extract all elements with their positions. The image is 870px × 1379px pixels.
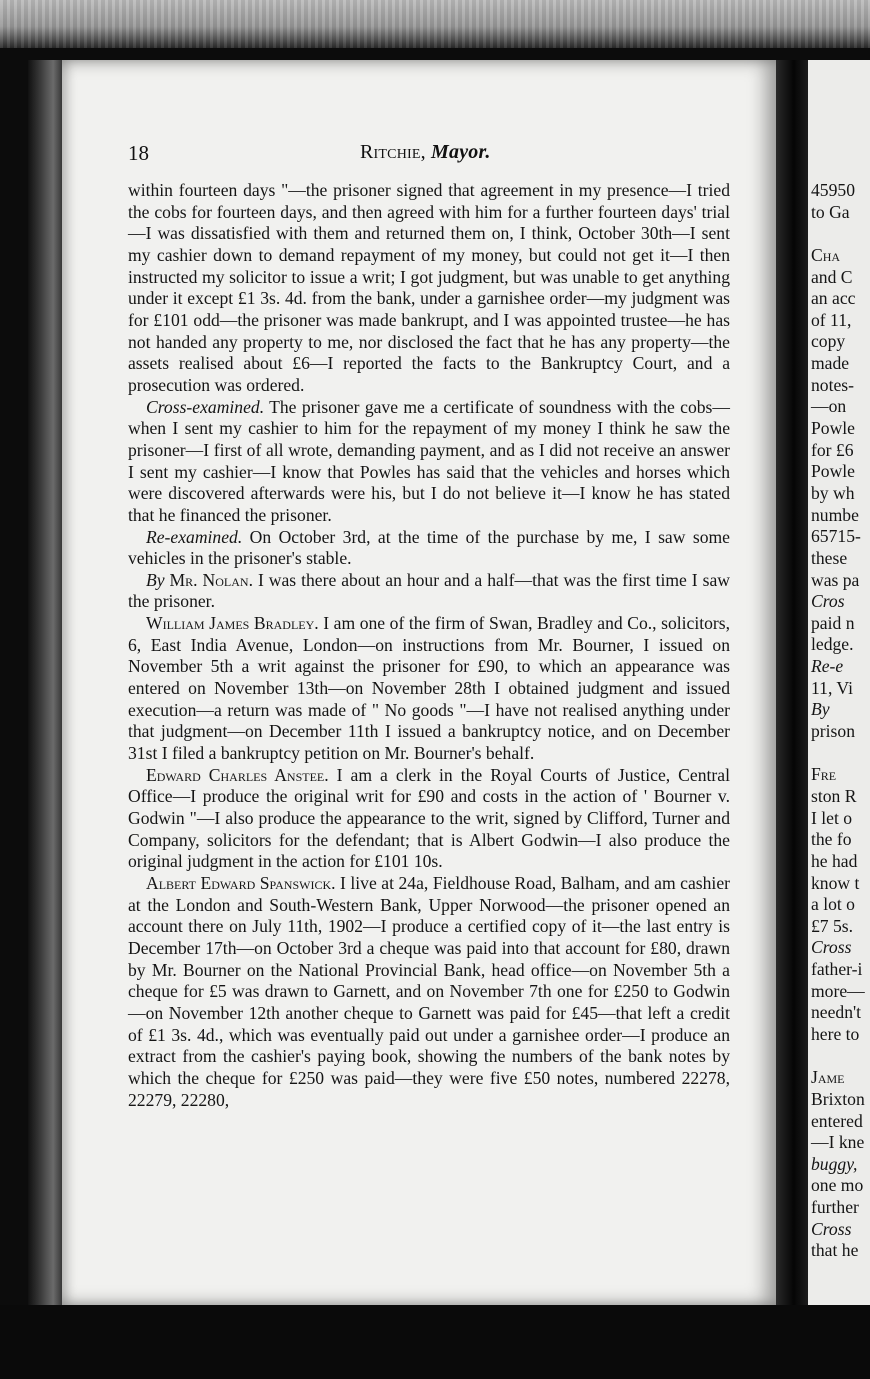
fragment-line: Jame: [811, 1067, 845, 1088]
fragment-line: to Ga: [811, 201, 850, 222]
fragment-line: here to: [811, 1023, 860, 1044]
fragment-line: needn't: [811, 1002, 862, 1023]
paragraph-speaker: Edward Charles Anstee.: [146, 764, 329, 785]
paragraph-continuation: [128, 180, 730, 397]
paragraph-speaker: Albert Edward Spanswick.: [146, 873, 336, 893]
fragment-line: he had: [811, 850, 858, 871]
paragraph-text: On October 3rd, at the time of the purchase by me, I saw some vehicles in the prisoner's stable.: [128, 526, 730, 569]
body-text: [128, 180, 730, 1111]
fragment-line: these: [811, 547, 848, 568]
book-binding-edge: [28, 60, 64, 1310]
paragraph-lead: By: [146, 569, 165, 590]
fragment-line: buggy,: [811, 1153, 858, 1174]
fragment-line: Re-e: [811, 656, 844, 677]
paragraph-witness-bradley: [128, 613, 730, 765]
scan-background-bottom: [0, 1305, 870, 1379]
fragment-line: further: [811, 1197, 859, 1218]
fragment-line: Brixton: [811, 1088, 865, 1109]
fragment-line: entered: [811, 1110, 863, 1131]
running-head: [360, 141, 491, 164]
book-gutter: [776, 60, 808, 1315]
fragment-line: [811, 1046, 870, 1068]
fragment-line: Cros: [811, 591, 845, 612]
fragment-line: an acc: [811, 288, 856, 309]
fragment-line: prison: [811, 721, 855, 742]
fragment-line: —I kne: [811, 1132, 865, 1153]
fragment-line: notes-: [811, 374, 854, 395]
fragment-line: 11, Vi: [811, 677, 853, 698]
fragment-line: made: [811, 353, 850, 374]
fragment-line: for £6: [811, 439, 854, 460]
fragment-line: Cross: [811, 1218, 852, 1239]
fragment-line: 45950: [811, 180, 855, 200]
paragraph-speaker: William James Bradley.: [146, 613, 319, 634]
fragment-line: one mo: [811, 1175, 864, 1196]
paragraph-witness-spanswick: [128, 873, 730, 1111]
paragraph-text: I was there about an hour and a half—that was the first time I saw the prisoner.: [128, 569, 730, 612]
fragment-line: [811, 223, 870, 245]
fragment-line: Cha: [811, 244, 841, 265]
fragment-line: by wh: [811, 482, 855, 503]
fragment-line: ledge.: [811, 634, 854, 655]
paragraph-re-examined: [128, 527, 730, 570]
paragraph-text: The prisoner gave me a certificate of soundness with the cobs—when I sent my cashier to him for the repayment of my money I think he saw the prisoner—I first of all wrote, demanding payment, and as I did not receive an answer I sent my cashier—I know that Powles has said that the vehicles and horses which were discovered afterwards were his, but I do not believe it—I know he has stated that he financed the prisoner.: [128, 396, 730, 525]
paragraph-by-mr-nolan: [128, 570, 730, 613]
fragment-line: Fre: [811, 764, 837, 785]
paragraph-lead: Cross-examined.: [146, 396, 265, 417]
running-head-name: Ritchie,: [360, 141, 426, 163]
paragraph-lead: Re-examined.: [146, 526, 243, 547]
paragraph-text: I am one of the firm of Swan, Bradley and Co., solicitors, 6, East India Avenue, London—on instructions from Mr. Bourner, I issued on November 5th a writ against the prisoner for £90, to which an appearance was entered on November 13th—on November 28th I obtained judgment and issued execution—a return was made of " No goods "—I have not realised anything under that judgment—on December 11th I issued a bankruptcy notice, and on December 31st I filed a bankruptcy petition on Mr. Bourner's behalf.: [128, 613, 731, 764]
fragment-line: of 11,: [811, 309, 852, 330]
fragment-line: more—: [811, 980, 865, 1001]
fragment-line: copy: [811, 331, 846, 352]
fragment-line: 65715-: [811, 526, 861, 547]
page-number: 18: [128, 141, 149, 165]
fragment-line: a lot o: [811, 894, 855, 915]
fragment-line: know t: [811, 872, 860, 893]
fragment-line: Powle: [811, 418, 855, 439]
fragment-line: £7 5s.: [811, 915, 854, 936]
fragment-line: By: [811, 699, 830, 720]
fragment-line: numbe: [811, 504, 859, 525]
fragment-line: the fo: [811, 829, 852, 850]
fragment-line: and C: [811, 266, 853, 287]
fragment-line: —on: [811, 396, 847, 417]
fragment-line: [811, 743, 870, 765]
right-page-text-fragments: [811, 180, 870, 1262]
fragment-line: Cross: [811, 937, 852, 958]
fragment-line: was pa: [811, 569, 860, 590]
fragment-line: ston R: [811, 785, 857, 806]
fragment-line: Powle: [811, 461, 855, 482]
running-head-title: Mayor.: [431, 141, 491, 163]
paragraph-speaker: Mr. Nolan.: [169, 569, 253, 590]
paragraph-text: I live at 24a, Fieldhouse Road, Balham, and am cashier at the London and South-Western Bank, Upper Norwood—the prisoner opened an account there on July 11th, 1902—I produce a certified copy of it—the last entry is December 17th—on October 3rd a cheque was paid into that account for £80, drawn by Mr. Bourner on the National Provincial Bank, head office—on November 5th a cheque for £5 was drawn to Garnett, and on November 7th one for £250 to Godwin—on November 12th another cheque to Garnett was paid for £45—that left a credit of £1 3s. 4d., which was eventually paid out under a garnishee order—I produce an extract from the cashier's paying book, showing the numbers of the bank notes by which the cheque for £250 was paid—they were five £50 notes, numbered 22278, 22279, 22280,: [128, 873, 730, 1110]
fragment-line: paid n: [811, 612, 855, 633]
paragraph-witness-anstee: [128, 765, 730, 873]
fragment-line: father-i: [811, 959, 863, 980]
paragraph-text: within fourteen days "—the prisoner signed that agreement in my presence—I tried the cobs for fourteen days, and then agreed with him for a further fourteen days' trial—I was dissatisfied with them and returned them on, I think, October 30th—I sent my cashier down to demand repayment of my money, but could not get it—I then instructed my solicitor to issue a writ; I got judgment, but was unable to get anything under it except £1 3s. 4d. from the bank, under a garnishee order—my judgment was for £101 odd—the prisoner was made bankrupt, and I was appointed trustee—he has not handed any property to me, nor disclosed the fact that he has any property—the assets realised about £6—I reported the facts to the Bankruptcy Court, and a prosecution was ordered.: [128, 180, 730, 395]
paragraph-cross-examined: [128, 397, 730, 527]
paragraph-text: I am a clerk in the Royal Courts of Justice, Central Office—I produce the original writ for £90 and costs in the action of ' Bourner v. Godwin "—I also produce the appearance to the writ, signed by Clifford, Turner and Company, solicitors for the defendant; that is Albert Godwin—I also produce the original judgment in the action for £101 10s.: [128, 764, 730, 872]
fragment-line: that he: [811, 1240, 859, 1261]
scan-background-top: [0, 0, 870, 48]
fragment-line: I let o: [811, 807, 853, 828]
